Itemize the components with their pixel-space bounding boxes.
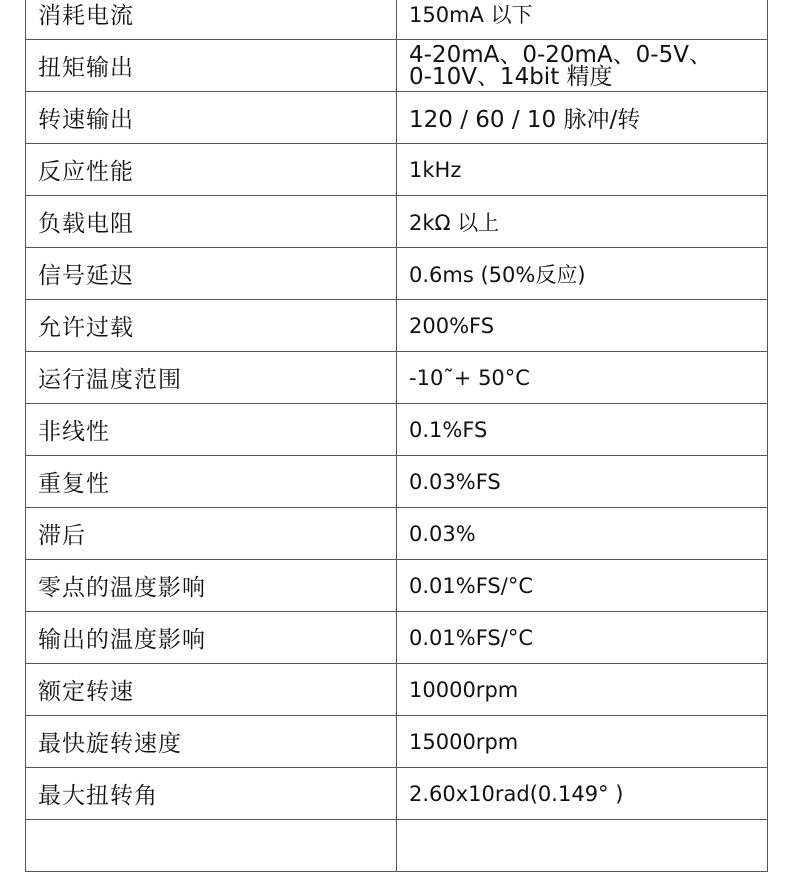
table-row xyxy=(26,820,768,872)
row-value-text: 150mA 以下 xyxy=(409,2,533,27)
row-label: 负载电阻 xyxy=(26,196,397,248)
row-value xyxy=(397,0,768,40)
row-label xyxy=(26,820,397,872)
table-row xyxy=(26,40,768,92)
row-value-text: 1kHz xyxy=(409,157,462,182)
row-value-text: 0.01%FS/°C xyxy=(409,625,533,650)
row-value-text: 0.01%FS/°C xyxy=(409,573,533,598)
row-value-text: 10000rpm xyxy=(409,677,519,702)
row-label: 转速输出 xyxy=(26,92,397,144)
table-row xyxy=(26,352,768,404)
row-label: 运行温度范围 xyxy=(26,352,397,404)
row-value xyxy=(397,456,768,508)
table-row xyxy=(26,664,768,716)
row-label: 零点的温度影响 xyxy=(26,560,397,612)
row-value xyxy=(397,404,768,456)
row-value-text: 2kΩ 以上 xyxy=(409,210,500,235)
table-row xyxy=(26,144,768,196)
table-row xyxy=(26,716,768,768)
row-value xyxy=(397,92,768,144)
row-label: 非线性 xyxy=(26,404,397,456)
row-value xyxy=(397,300,768,352)
row-label: 扭矩输出 xyxy=(26,40,397,92)
row-label: 输出的温度影响 xyxy=(26,612,397,664)
table-row xyxy=(26,404,768,456)
row-value xyxy=(397,664,768,716)
table-row xyxy=(26,768,768,820)
row-label: 最快旋转速度 xyxy=(26,716,397,768)
row-value xyxy=(397,508,768,560)
row-label: 额定转速 xyxy=(26,664,397,716)
row-label: 消耗电流 xyxy=(26,0,397,40)
row-value-text: 120 / 60 / 10 脉冲/转 xyxy=(409,107,641,133)
table-row xyxy=(26,560,768,612)
row-value-text: 0.6ms (50%反应) xyxy=(409,262,586,287)
row-label: 滞后 xyxy=(26,508,397,560)
row-value-text: 200%FS xyxy=(409,313,495,338)
row-value-text: 0.03% xyxy=(409,521,476,546)
row-value xyxy=(397,196,768,248)
spec-table xyxy=(25,0,768,872)
row-value-text: -10˜+ 50°C xyxy=(409,365,530,390)
row-value xyxy=(397,612,768,664)
row-value xyxy=(397,820,768,872)
table-row xyxy=(26,456,768,508)
table-row xyxy=(26,196,768,248)
row-label: 反应性能 xyxy=(26,144,397,196)
row-value xyxy=(397,352,768,404)
table-row xyxy=(26,92,768,144)
row-value xyxy=(397,716,768,768)
row-value xyxy=(397,40,768,92)
row-value xyxy=(397,560,768,612)
table-row xyxy=(26,612,768,664)
row-label: 允许过载 xyxy=(26,300,397,352)
row-label: 重复性 xyxy=(26,456,397,508)
row-value xyxy=(397,768,768,820)
row-value-text: 2.60x10rad(0.149° ) xyxy=(409,781,624,806)
row-value-text: 4-20mA、0-20mA、0-5V、 0-10V、14bit 精度 xyxy=(409,41,712,90)
table-row xyxy=(26,300,768,352)
table-row xyxy=(26,508,768,560)
row-value xyxy=(397,248,768,300)
table-row xyxy=(26,248,768,300)
row-value-text: 15000rpm xyxy=(409,729,519,754)
table-row xyxy=(26,0,768,40)
row-value-text: 0.03%FS xyxy=(409,469,501,494)
row-value-text: 0.1%FS xyxy=(409,417,488,442)
row-label: 最大扭转角 xyxy=(26,768,397,820)
row-label: 信号延迟 xyxy=(26,248,397,300)
row-value xyxy=(397,144,768,196)
